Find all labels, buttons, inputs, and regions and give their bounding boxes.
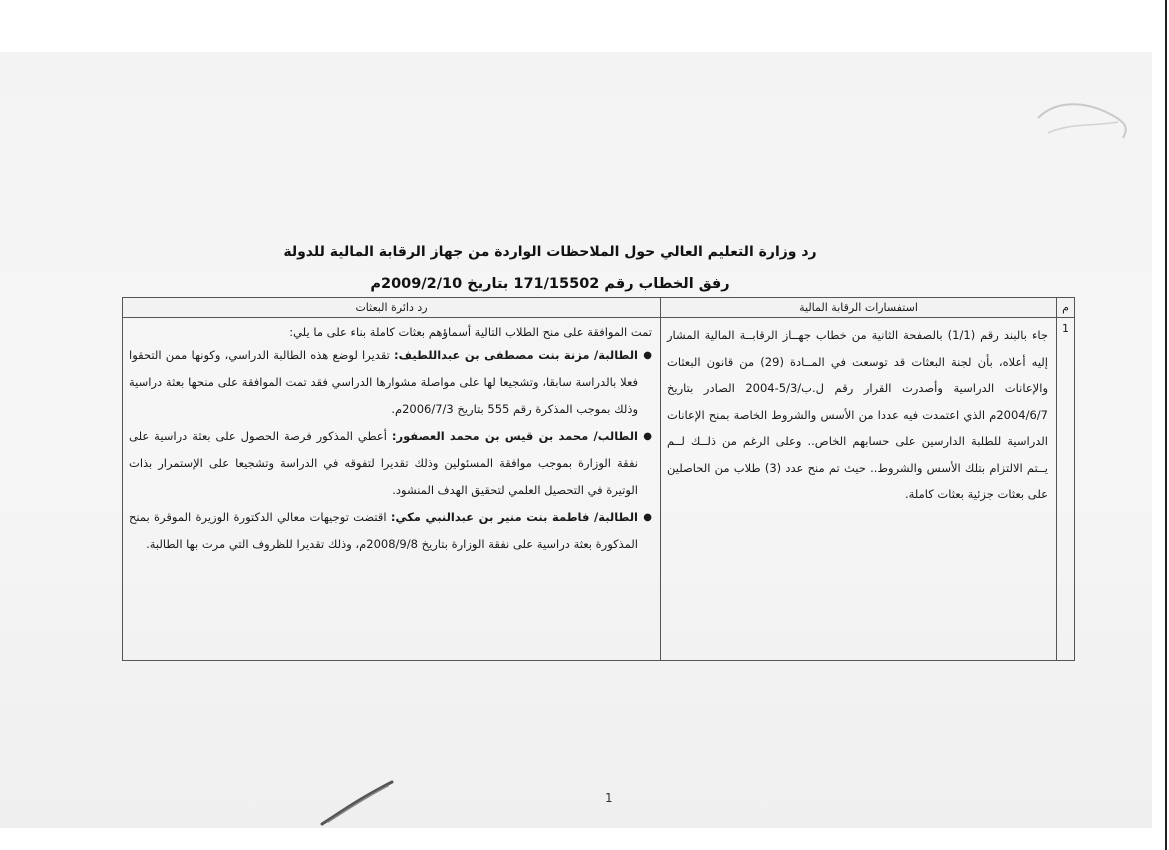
audit-query-cell <box>661 318 1057 661</box>
header-audit-queries: استفسارات الرقابة المالية <box>661 298 1057 318</box>
reply-intro: تمت الموافقة على منح الطلاب التالية أسماؤهم بعثات كاملة بناء على ما يلي: <box>289 325 652 339</box>
student-name: الطالبة/ مزنة بنت مصطفى بن عبداللطيف: <box>394 348 638 362</box>
page-number: 1 <box>605 791 613 805</box>
header-scholarship-reply: رد دائرة البعثات <box>123 298 661 318</box>
header-number: م <box>1057 298 1075 318</box>
document-subtitle: رفق الخطاب رقم 171/15502 بتاريخ 2009/2/10م <box>370 276 730 292</box>
table-header-row <box>123 298 1075 318</box>
student-reason: تقديرا لوضع هذه الطالبة الدراسي، وكونها ممن التحقوا فعلا بالدراسة سابقا، وتشجيعا لها على مواصلة مشوارها الدراسي فقد تمت الموافقة على منحها بعثة دراسية وذلك بموجب المذكرة رقم 555 بتاريخ 2006/7/3م. <box>129 348 638 416</box>
pen-stroke-mark <box>318 778 398 828</box>
audit-response-table <box>122 297 1075 661</box>
table-row <box>123 318 1075 661</box>
student-item <box>129 342 652 423</box>
student-reason: اقتضت توجيهات معالي الدكتورة الوزيرة الموقرة بمنح المذكورة بعثة دراسية على نفقة الوزارة بتاريخ 2008/9/8م، وذلك تقديرا للظروف التي مرت بها الطالبة. <box>129 510 638 551</box>
student-reason: أعطي المذكور فرصة الحصول على بعثة دراسية على نفقة الوزارة بموجب موافقة المسئولين وذلك تقديرا لتفوقه في الدراسة وتشجيعا على الإستمرار بذات الوتيرة في التحصيل العلمي لتحقيق الهدف المنشود. <box>129 429 638 497</box>
document-title: رد وزارة التعليم العالي حول الملاحظات الواردة من جهاز الرقابة المالية للدولة <box>283 244 817 260</box>
student-item <box>129 504 652 558</box>
student-name: الطالب/ محمد بن قيس بن محمد العصفور: <box>391 429 638 443</box>
student-item <box>129 423 652 504</box>
bullet-icon: ● <box>643 431 652 442</box>
row-number: 1 <box>1057 318 1075 661</box>
audit-query-text: جاء بالبند رقم (1/1) بالصفحة الثانية من خطاب جهــاز الرقابــة المالية المشار إليه أعلاه، بأن لجنة البعثات قد توسعت في المــادة (29) من قانون البعثات والإعانات الدراسية وأصدرت القرار رقم ل.ب/5/3-2004 الصادر بتاريخ 2004/6/7م الذي اعتمدت فيه عددا من الأسس والشروط الخاصة بمنح الإعانات الدراسية للطلبة الدارسين على حسابهم الخاص.. وعلى الرغم من ذلــك لــم يــتم الالتزام بتلك الأسس والشروط.. حيث تم منح عدد (3) طلاب من الحاصلين على بعثات جزئية بعثات كاملة. <box>667 328 1049 501</box>
student-list <box>129 342 652 558</box>
bullet-icon: ● <box>643 350 652 361</box>
student-name: الطالبة/ فاطمة بنت منير بن عبدالنبي مكي: <box>390 510 638 524</box>
faint-stamp-mark <box>1028 78 1138 158</box>
reply-cell <box>123 318 661 661</box>
bullet-icon: ● <box>643 512 652 523</box>
page-edge-line <box>1165 0 1167 850</box>
